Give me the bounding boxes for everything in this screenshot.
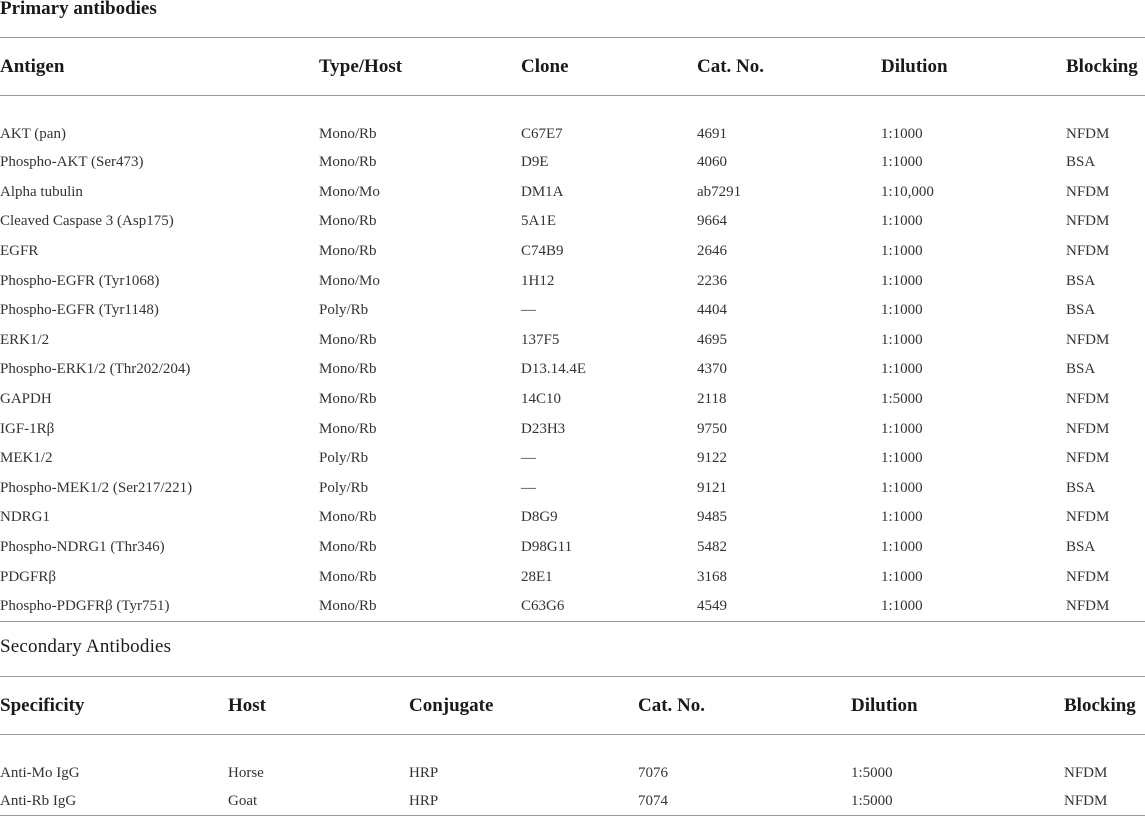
- table-cell: 4549: [697, 598, 727, 615]
- table-cell: Goat: [228, 793, 258, 810]
- table-cell: Mono/Rb: [319, 213, 377, 230]
- table-cell: NFDM: [1066, 391, 1110, 408]
- primary-antibodies-table: [0, 39, 1145, 622]
- col-header-cat-no: Cat. No.: [697, 56, 765, 77]
- table-row: [0, 178, 1145, 208]
- table-row: [0, 385, 1145, 415]
- table-row: [0, 148, 1145, 178]
- table-cell: HRP: [409, 765, 439, 781]
- table-cell: C63G6: [521, 598, 565, 615]
- table-cell: 1:1000: [881, 539, 923, 556]
- table-cell: BSA: [1066, 361, 1096, 378]
- table-cell: Phospho-NDRG1 (Thr346): [0, 539, 165, 556]
- table-cell: 3168: [697, 568, 727, 585]
- rule-secondary-top: [0, 676, 1145, 677]
- table-cell: Mono/Rb: [319, 568, 377, 585]
- table-cell: 1:1000: [881, 302, 923, 319]
- table-cell: Mono/Rb: [319, 126, 377, 142]
- col-header-blocking-secondary: Blocking: [1064, 695, 1136, 716]
- table-row: [0, 237, 1145, 267]
- table-cell: 4695: [697, 331, 727, 348]
- table-cell: Mono/Rb: [319, 243, 377, 260]
- table-row: [0, 592, 1145, 622]
- table-cell: BSA: [1066, 302, 1096, 319]
- table-cell: 1:1000: [881, 598, 923, 615]
- table-cell: 7074: [638, 793, 668, 810]
- table-cell: NFDM: [1066, 509, 1110, 526]
- table-cell: NFDM: [1066, 450, 1110, 467]
- col-header-specificity: Specificity: [0, 695, 85, 716]
- table-cell: NFDM: [1064, 765, 1108, 781]
- table-cell: Mono/Rb: [319, 154, 377, 171]
- table-cell: 1:1000: [881, 450, 923, 467]
- col-header-blocking: Blocking: [1066, 56, 1138, 77]
- table-cell: Mono/Mo: [319, 272, 380, 289]
- table-cell: NFDM: [1066, 183, 1110, 200]
- table-cell: 1:1000: [881, 509, 923, 526]
- col-header-conjugate: Conjugate: [409, 695, 494, 716]
- table-row: [0, 296, 1145, 326]
- table-cell: Horse: [228, 765, 264, 781]
- rule-secondary-bottom: [0, 815, 1145, 816]
- table-cell: NFDM: [1066, 243, 1110, 260]
- table-cell: 9485: [697, 509, 727, 526]
- table-cell: Mono/Rb: [319, 361, 377, 378]
- table-cell: 1:5000: [851, 793, 893, 810]
- table-cell: NFDM: [1066, 568, 1110, 585]
- table-cell: —: [521, 450, 536, 467]
- table-cell: Poly/Rb: [319, 450, 369, 467]
- table-cell: 4404: [697, 302, 727, 319]
- col-header-type-host: Type/Host: [319, 56, 403, 77]
- rule-primary-bottom: [0, 621, 1145, 622]
- table-cell: D98G11: [521, 539, 573, 556]
- table-cell: 9664: [697, 213, 727, 230]
- table-cell: Mono/Rb: [319, 539, 377, 556]
- table-cell: 1H12: [521, 272, 555, 289]
- table-row: [0, 474, 1145, 504]
- table-cell: Cleaved Caspase 3 (Asp175): [0, 213, 174, 230]
- table-cell: ERK1/2: [0, 331, 50, 348]
- table-cell: Poly/Rb: [319, 302, 369, 319]
- table-cell: HRP: [409, 793, 439, 810]
- table-cell: D13.14.4E: [521, 361, 586, 378]
- table-cell: BSA: [1066, 539, 1096, 556]
- table-cell: 9750: [697, 420, 727, 437]
- table-row: [0, 207, 1145, 237]
- table-cell: —: [521, 479, 536, 496]
- table-cell: AKT (pan): [0, 126, 66, 142]
- table-cell: 14C10: [521, 391, 562, 408]
- table-cell: Phospho-PDGFRβ (Tyr751): [0, 598, 170, 615]
- rule-secondary-header: [0, 734, 1145, 735]
- table-cell: Anti-Mo IgG: [0, 765, 80, 781]
- table-cell: C67E7: [521, 126, 563, 142]
- table-cell: 28E1: [521, 568, 553, 585]
- table-cell: D23H3: [521, 420, 566, 437]
- table-cell: Phospho-ERK1/2 (Thr202/204): [0, 361, 191, 378]
- table-row: [0, 266, 1145, 296]
- primary-antibodies-title: Primary antibodies: [0, 0, 157, 19]
- table-cell: 1:1000: [881, 213, 923, 230]
- table-cell: 1:1000: [881, 331, 923, 348]
- table-cell: 1:1000: [881, 568, 923, 585]
- table-cell: NFDM: [1064, 793, 1108, 810]
- col-header-cat-no-secondary: Cat. No.: [638, 695, 706, 716]
- col-header-clone: Clone: [521, 56, 569, 77]
- table-cell: NDRG1: [0, 509, 51, 526]
- col-header-host: Host: [228, 695, 266, 716]
- table-cell: 4060: [697, 154, 727, 171]
- col-header-dilution-secondary: Dilution: [851, 695, 918, 716]
- table-cell: IGF-1Rβ: [0, 420, 55, 437]
- table-cell: Mono/Rb: [319, 391, 377, 408]
- table-row: [0, 444, 1145, 474]
- table-cell: 9122: [697, 450, 727, 467]
- table-cell: NFDM: [1066, 213, 1110, 230]
- table-cell: MEK1/2: [0, 450, 53, 467]
- table-cell: GAPDH: [0, 391, 52, 408]
- table-cell: Poly/Rb: [319, 479, 369, 496]
- table-cell: Phospho-EGFR (Tyr1148): [0, 302, 159, 319]
- primary-header-row: [0, 39, 1145, 95]
- table-cell: NFDM: [1066, 598, 1110, 615]
- table-row: [0, 355, 1145, 385]
- table-cell: DM1A: [521, 183, 564, 200]
- col-header-dilution: Dilution: [881, 56, 948, 77]
- table-cell: Mono/Rb: [319, 598, 377, 615]
- table-cell: 1:1000: [881, 479, 923, 496]
- table-cell: 2236: [697, 272, 727, 289]
- table-cell: 2118: [697, 391, 727, 408]
- rule-primary-top: [0, 37, 1145, 38]
- table-cell: 4370: [697, 361, 727, 378]
- table-cell: EGFR: [0, 243, 39, 260]
- table-row: [0, 533, 1145, 563]
- table-cell: BSA: [1066, 154, 1096, 171]
- table-cell: D9E: [521, 154, 549, 171]
- table-row: [0, 503, 1145, 533]
- table-cell: NFDM: [1066, 420, 1110, 437]
- table-cell: BSA: [1066, 272, 1096, 289]
- table-cell: NFDM: [1066, 126, 1110, 142]
- table-cell: 7076: [638, 765, 668, 781]
- table-cell: BSA: [1066, 479, 1096, 496]
- table-cell: 5A1E: [521, 213, 556, 230]
- table-cell: 5482: [697, 539, 727, 556]
- table-cell: 1:1000: [881, 272, 923, 289]
- table-cell: ab7291: [697, 183, 742, 200]
- table-cell: Phospho-AKT (Ser473): [0, 154, 144, 171]
- table-cell: Mono/Mo: [319, 183, 380, 200]
- table-row: [0, 95, 1145, 148]
- table-row: [0, 414, 1145, 444]
- table-cell: PDGFRβ: [0, 568, 56, 585]
- table-cell: Mono/Rb: [319, 331, 377, 348]
- secondary-header-row: [0, 678, 1145, 734]
- table-row: [0, 326, 1145, 356]
- table-cell: 1:5000: [851, 765, 893, 781]
- table-cell: 1:1000: [881, 420, 923, 437]
- table-cell: Mono/Rb: [319, 509, 377, 526]
- table-cell: Mono/Rb: [319, 420, 377, 437]
- table-cell: 1:1000: [881, 361, 923, 378]
- table-cell: D8G9: [521, 509, 558, 526]
- table-cell: Alpha tubulin: [0, 183, 83, 200]
- table-cell: Anti-Rb IgG: [0, 793, 77, 810]
- table-cell: —: [521, 302, 536, 319]
- table-cell: 1:10,000: [881, 183, 934, 200]
- table-cell: 1:1000: [881, 126, 923, 142]
- table-cell: 9121: [697, 479, 727, 496]
- table-cell: 4691: [697, 126, 727, 142]
- table-cell: 137F5: [521, 331, 560, 348]
- secondary-antibodies-table: [0, 678, 1145, 817]
- table-cell: 1:5000: [881, 391, 923, 408]
- table-row: [0, 787, 1145, 817]
- table-cell: 1:1000: [881, 243, 923, 260]
- table-cell: 1:1000: [881, 154, 923, 171]
- table-row: [0, 562, 1145, 592]
- table-cell: C74B9: [521, 243, 564, 260]
- secondary-antibodies-title: Secondary Antibodies: [0, 636, 172, 657]
- rule-primary-header: [0, 95, 1145, 96]
- table-cell: Phospho-MEK1/2 (Ser217/221): [0, 479, 193, 496]
- col-header-antigen: Antigen: [0, 56, 65, 77]
- table-cell: 2646: [697, 243, 727, 260]
- table-row: [0, 734, 1145, 787]
- table-cell: NFDM: [1066, 331, 1110, 348]
- table-cell: Phospho-EGFR (Tyr1068): [0, 272, 160, 289]
